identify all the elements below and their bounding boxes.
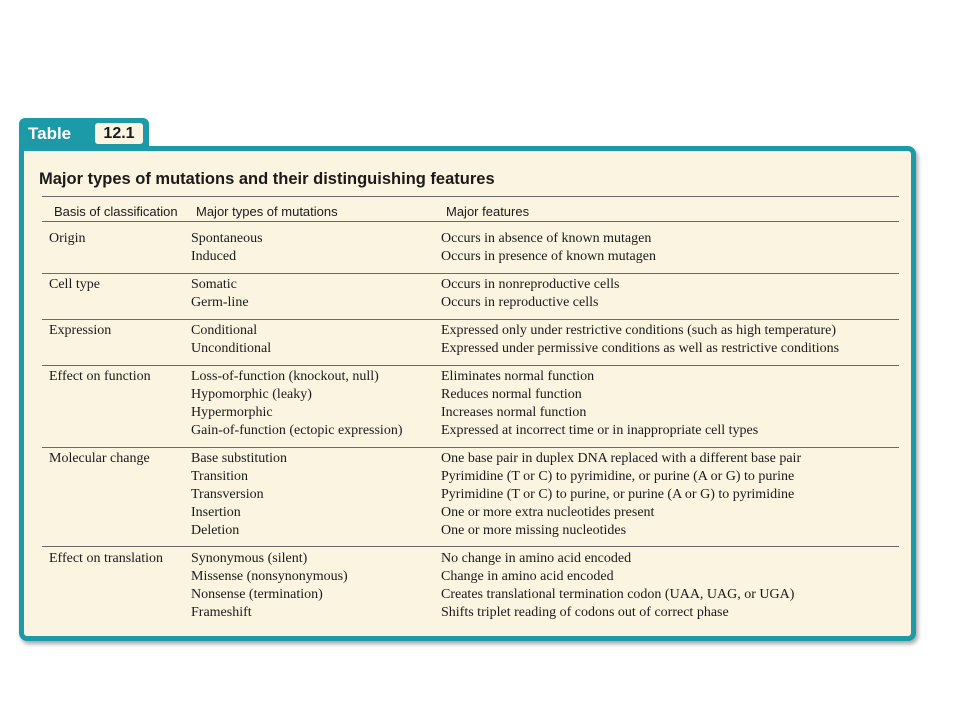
mutation-type: Hypermorphic <box>191 405 273 420</box>
header-types: Major types of mutations <box>196 204 338 219</box>
group-rule <box>42 447 899 448</box>
mutation-type: Insertion <box>191 505 241 520</box>
mutation-type: Unconditional <box>191 341 272 356</box>
mutation-type: Somatic <box>191 277 237 292</box>
mutation-type: Frameshift <box>191 605 252 620</box>
mutation-feature: Reduces normal function <box>441 387 582 402</box>
mutation-feature: One or more missing nucleotides <box>441 523 627 538</box>
mutation-type: Missense (nonsynonymous) <box>191 569 348 584</box>
mutation-feature: Pyrimidine (T or C) to purine, or purine (A or G) to pyrimidine <box>441 487 795 502</box>
mutation-feature: Occurs in absence of known mutagen <box>441 231 652 246</box>
mutation-type: Spontaneous <box>191 231 263 246</box>
mutation-type: Base substitution <box>191 451 288 466</box>
mutation-type: Nonsense (termination) <box>191 587 323 602</box>
mutation-feature: Occurs in reproductive cells <box>441 295 599 310</box>
basis-label: Effect on translation <box>49 551 164 566</box>
mutation-type: Gain-of-function (ectopic expression) <box>191 423 403 438</box>
mutation-feature: Expressed under permissive conditions as well as restrictive conditions <box>441 341 840 356</box>
basis-label: Molecular change <box>49 451 150 466</box>
mutation-feature: Increases normal function <box>441 405 587 420</box>
mutation-type: Induced <box>191 249 237 264</box>
mutation-type: Synonymous (silent) <box>191 551 308 566</box>
mutation-feature: One base pair in duplex DNA replaced with a different base pair <box>441 451 802 466</box>
basis-label: Expression <box>49 323 112 338</box>
mutation-type: Loss-of-function (knockout, null) <box>191 369 379 384</box>
mutation-type: Germ-line <box>191 295 249 310</box>
mutation-feature: Expressed at incorrect time or in inappropriate cell types <box>441 423 759 438</box>
header-rule <box>42 221 899 222</box>
mutation-feature: Expressed only under restrictive conditions (such as high temperature) <box>441 323 836 338</box>
group-rule <box>42 546 899 547</box>
group-rule <box>42 365 899 366</box>
table-panel <box>19 146 916 641</box>
mutation-type: Transversion <box>191 487 264 502</box>
mutation-type: Conditional <box>191 323 258 338</box>
header-basis: Basis of classification <box>54 204 178 219</box>
mutation-type: Transition <box>191 469 249 484</box>
group-rule <box>42 273 899 274</box>
mutation-type: Deletion <box>191 523 240 538</box>
mutation-feature: No change in amino acid encoded <box>441 551 632 566</box>
mutation-feature: Shifts triplet reading of codons out of correct phase <box>441 605 729 620</box>
basis-label: Origin <box>49 231 86 246</box>
header-features: Major features <box>446 204 530 219</box>
table-tab-label: Table <box>28 124 72 143</box>
basis-label: Effect on function <box>49 369 151 384</box>
mutation-feature: Change in amino acid encoded <box>441 569 614 584</box>
mutation-feature: One or more extra nucleotides present <box>441 505 655 520</box>
mutation-feature: Eliminates normal function <box>441 369 595 384</box>
table-number-badge: 12.1 <box>95 123 143 144</box>
mutation-feature: Occurs in presence of known mutagen <box>441 249 656 264</box>
table-title: Major types of mutations and their distinguishing features <box>39 170 495 188</box>
mutation-feature: Creates translational termination codon (UAA, UAG, or UGA) <box>441 587 795 602</box>
mutation-feature: Pyrimidine (T or C) to pyrimidine, or purine (A or G) to purine <box>441 469 795 484</box>
group-rule <box>42 319 899 320</box>
mutation-feature: Occurs in nonreproductive cells <box>441 277 620 292</box>
top-rule <box>42 196 899 197</box>
mutation-type: Hypomorphic (leaky) <box>191 387 312 402</box>
table-tab <box>19 118 149 148</box>
basis-label: Cell type <box>49 277 100 292</box>
